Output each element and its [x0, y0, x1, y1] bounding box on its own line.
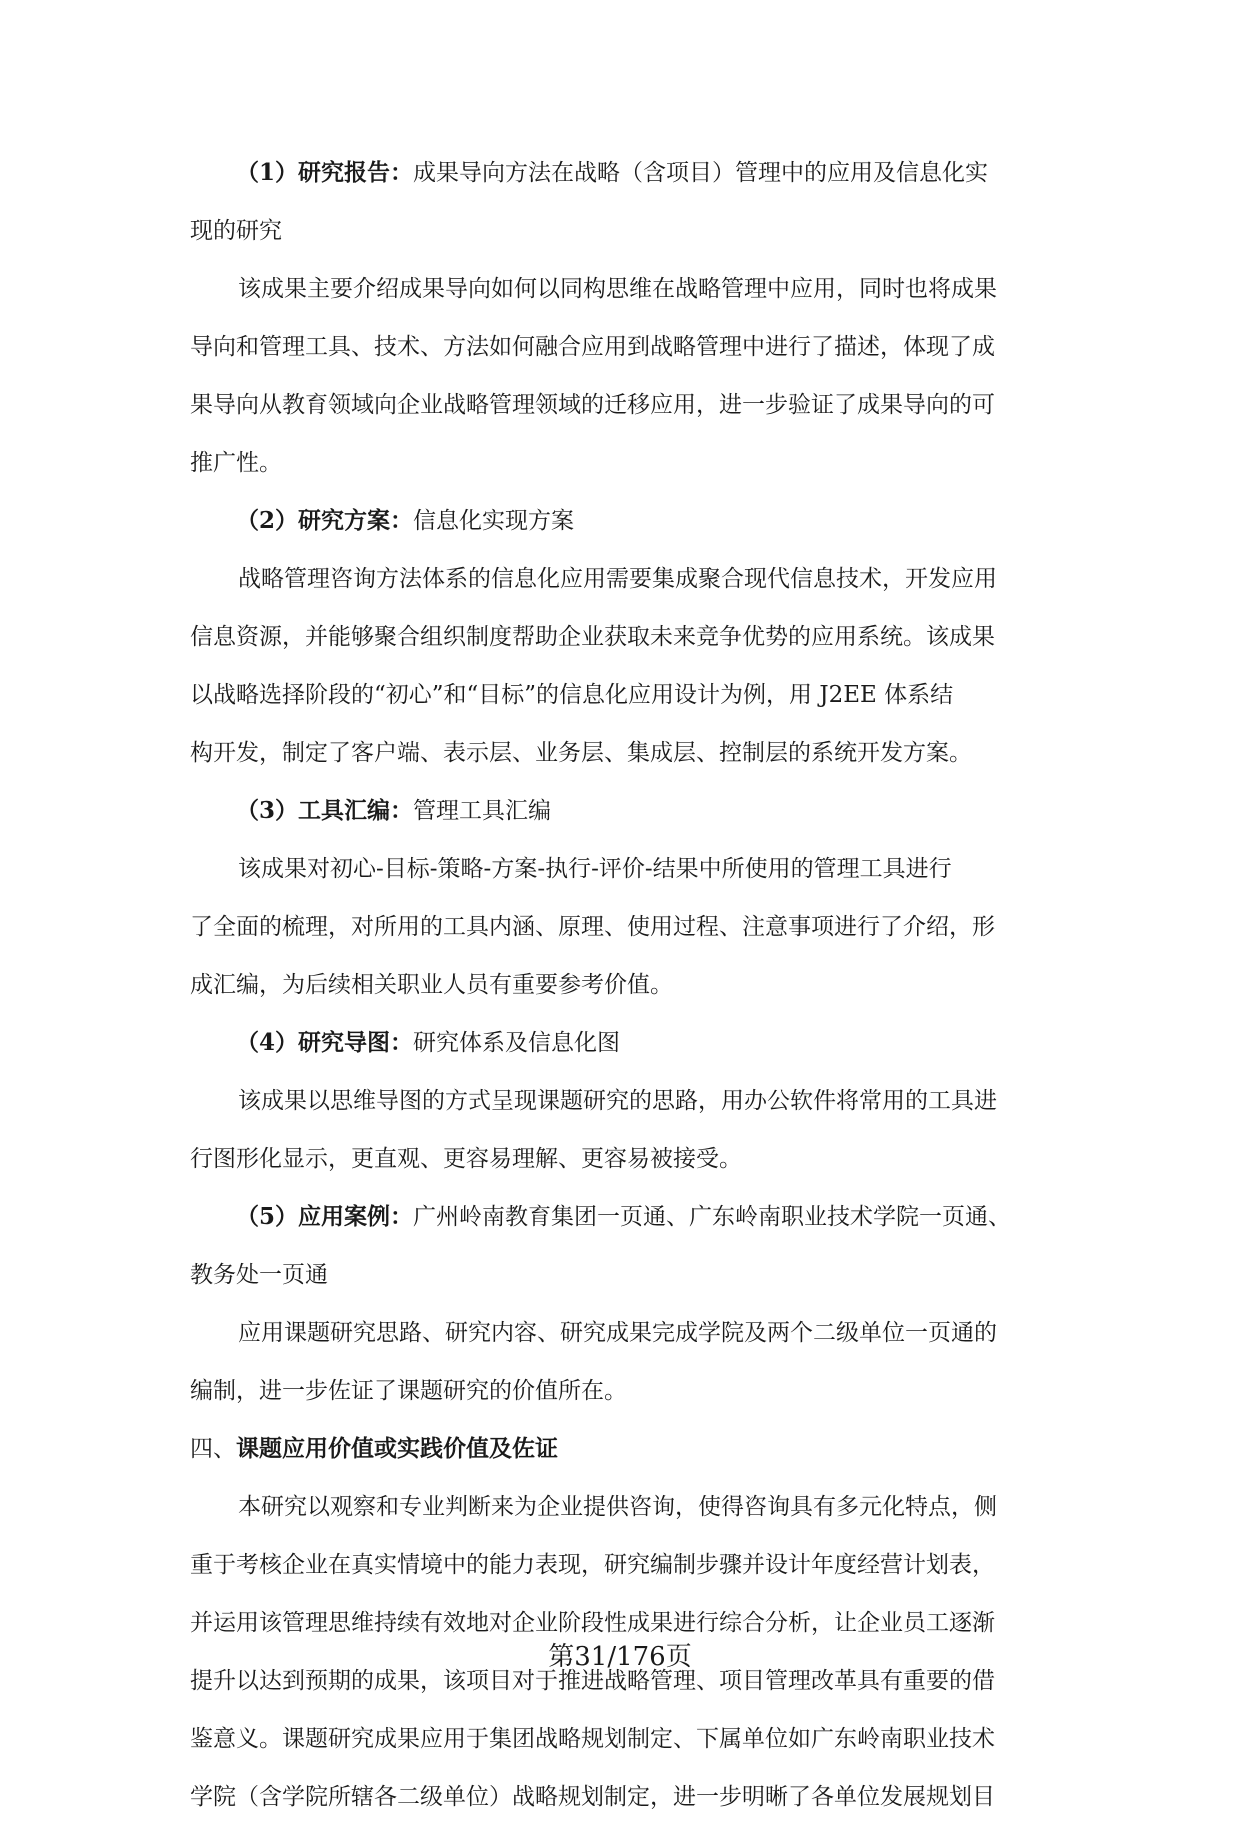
item-2-label: （2）研究方案： — [236, 507, 414, 534]
item-3-title: 管理工具汇编 — [413, 798, 552, 824]
item-2-body-line-3: 以战略选择阶段的“初心”和“目标”的信息化应用设计为例，用 J2EE 体系结 — [190, 682, 954, 708]
item-2-body-line-1: 战略管理咨询方法体系的信息化应用需要集成聚合现代信息技术，开发应用 — [238, 566, 997, 592]
item-4-title: 研究体系及信息化图 — [413, 1030, 621, 1056]
item-1-title: 成果导向方法在战略（含项目）管理中的应用及信息化实 — [413, 160, 989, 186]
item-1-body-line-2: 导向和管理工具、技术、方法如何融合应用到战略管理中进行了描述，体现了成 — [190, 334, 995, 360]
item-1-body-line-3: 果导向从教育领域向企业战略管理领域的迁移应用，进一步验证了成果导向的可 — [190, 392, 995, 418]
item-2-title-line-1 — [190, 502, 1050, 540]
item-5-label: （5）应用案例： — [236, 1203, 414, 1230]
item-2-body-line-2: 信息资源，并能够聚合组织制度帮助企业获取未来竞争优势的应用系统。该成果 — [190, 624, 995, 650]
item-1-title-line-1 — [190, 154, 1050, 192]
section-4-heading — [190, 1430, 1050, 1468]
item-3-title-line-1 — [190, 792, 1050, 830]
item-2-body-line-4: 构开发，制定了客户端、表示层、业务层、集成层、控制层的系统开发方案。 — [190, 740, 972, 766]
item-3-body-line-1: 该成果对初心-目标-策略-方案-执行-评价-结果中所使用的管理工具进行 — [238, 856, 952, 882]
item-3-body-line-3: 成汇编，为后续相关职业人员有重要参考价值。 — [190, 972, 673, 998]
item-4-body-line-1: 该成果以思维导图的方式呈现课题研究的思路，用办公软件将常用的工具进 — [238, 1088, 997, 1114]
section-4-heading-prefix: 四、 — [190, 1436, 236, 1462]
item-1-label: （1）研究报告： — [236, 159, 414, 186]
item-5-title: 广州岭南教育集团一页通、广东岭南职业技术学院一页通、 — [413, 1204, 1012, 1230]
item-1-body-line-4: 推广性。 — [190, 450, 282, 476]
section-4-body-line-4: 提升以达到预期的成果，该项目对于推进战略管理、项目管理改革具有重要的借 — [190, 1668, 995, 1694]
item-3-body-line-2: 了全面的梳理，对所用的工具内涵、原理、使用过程、注意事项进行了介绍，形 — [190, 914, 995, 940]
page-number: 第31/176页 — [548, 1642, 692, 1672]
item-4-label: （4）研究导图： — [236, 1029, 414, 1056]
item-2-title: 信息化实现方案 — [413, 508, 575, 534]
section-4-body-line-6: 学院（含学院所辖各二级单位）战略规划制定，进一步明晰了各单位发展规划目 — [190, 1784, 995, 1810]
section-4-body-line-1: 本研究以观察和专业判断来为企业提供咨询，使得咨询具有多元化特点，侧 — [238, 1494, 997, 1520]
item-5-title-line-2: 教务处一页通 — [190, 1262, 328, 1288]
section-4-body-line-5: 鉴意义。课题研究成果应用于集团战略规划制定、下属单位如广东岭南职业技术 — [190, 1726, 995, 1752]
item-5-body-line-1: 应用课题研究思路、研究内容、研究成果完成学院及两个二级单位一页通的 — [238, 1320, 997, 1346]
item-1-title-line-2: 现的研究 — [190, 218, 282, 244]
item-5-body-line-2: 编制，进一步佐证了课题研究的价值所在。 — [190, 1378, 627, 1404]
section-4-heading-text: 课题应用价值或实践价值及佐证 — [236, 1435, 558, 1462]
item-3-label: （3）工具汇编： — [236, 797, 414, 824]
item-1-body-line-1: 该成果主要介绍成果导向如何以同构思维在战略管理中应用，同时也将成果 — [238, 276, 997, 302]
section-4-body-line-3: 并运用该管理思维持续有效地对企业阶段性成果进行综合分析，让企业员工逐渐 — [190, 1610, 995, 1636]
section-4-body-line-2: 重于考核企业在真实情境中的能力表现，研究编制步骤并设计年度经营计划表， — [190, 1552, 995, 1578]
item-5-title-line-1 — [190, 1198, 1050, 1236]
item-4-body-line-2: 行图形化显示，更直观、更容易理解、更容易被接受。 — [190, 1146, 742, 1172]
document-body — [190, 154, 1050, 1836]
item-4-title-line-1 — [190, 1024, 1050, 1062]
